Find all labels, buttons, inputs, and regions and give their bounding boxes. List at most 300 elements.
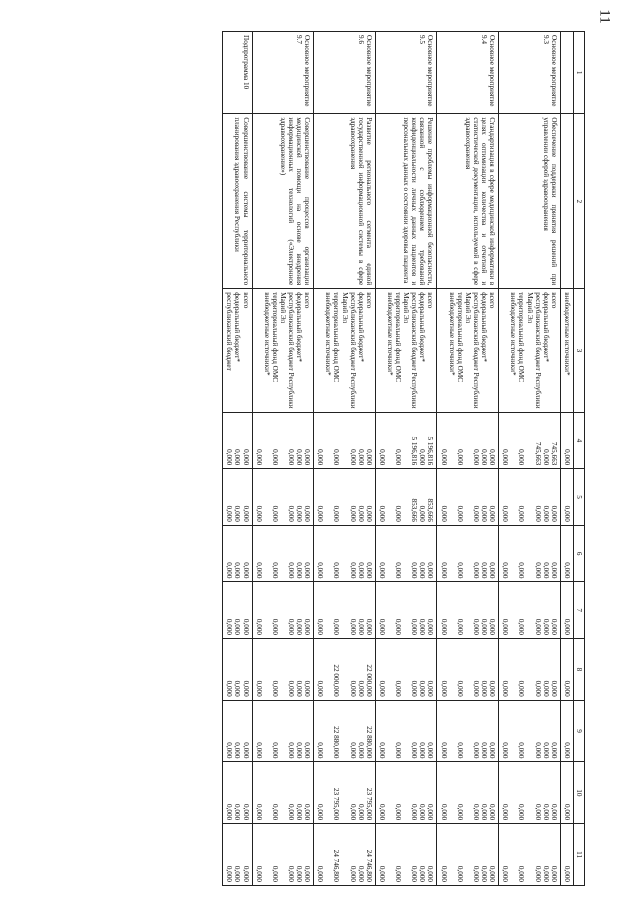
value: 0,000 — [394, 449, 403, 466]
column-header: 10 — [573, 762, 584, 824]
value: 0,000 — [316, 618, 325, 635]
source-label: республиканский бюджет Республики Марий Эл — [278, 292, 295, 409]
value: 0,000 — [287, 562, 295, 579]
value: 0,000 — [287, 449, 295, 466]
value: 0,000 — [316, 680, 325, 697]
value: 0,000 — [241, 449, 250, 466]
value-cell — [375, 412, 437, 469]
value: 0,000 — [295, 680, 304, 697]
value: 0,000 — [303, 804, 312, 821]
value: 0,000 — [517, 618, 526, 635]
value: 0,000 — [471, 562, 480, 579]
table-row — [437, 32, 499, 886]
row-description — [560, 114, 573, 289]
value: 0,000 — [377, 865, 386, 882]
value: 0,000 — [418, 804, 427, 821]
value: 0,000 — [488, 449, 497, 466]
value: 0,000 — [517, 505, 526, 522]
value-cell — [314, 639, 376, 701]
table-row — [560, 32, 573, 886]
value: 0,000 — [455, 562, 464, 579]
value: 0,000 — [471, 505, 480, 522]
value-cell — [223, 762, 252, 824]
value: 0,000 — [295, 505, 304, 522]
value: 0,000 — [377, 449, 386, 466]
value: 0,000 — [541, 618, 550, 635]
value: 745,663 — [533, 441, 542, 466]
value-cell — [375, 469, 437, 526]
value: 0,000 — [377, 680, 386, 697]
value: 0,000 — [254, 505, 263, 522]
value: 0,000 — [356, 742, 365, 759]
value: 0,000 — [316, 865, 325, 882]
value: 0,000 — [254, 865, 263, 882]
value-cell: 0,000 — [560, 469, 573, 526]
value: 0,000 — [533, 865, 542, 882]
value-cell: 0,000 — [560, 824, 573, 886]
value: 0,000 — [287, 618, 295, 635]
value: 0,000 — [303, 449, 312, 466]
value: 0,000 — [270, 618, 279, 635]
value: 0,000 — [439, 449, 448, 466]
source-label: республиканский бюджет Республики Марий Эл — [340, 292, 357, 409]
value: 0,000 — [549, 742, 558, 759]
row-description: Стандартизация в сфере медицинской информатики в целях оптимизации количества и отчетной и статистической документации, используемой в сфере здравоохранения — [437, 114, 499, 289]
value: 0,000 — [287, 505, 295, 522]
value: 0,000 — [332, 562, 341, 579]
value: 0,000 — [241, 562, 250, 579]
value: 0,000 — [480, 865, 489, 882]
row-description: Совершенствование системы территориального планирования здравоохранения Республики — [223, 114, 252, 289]
column-header: 3 — [573, 289, 584, 412]
value: 0,000 — [488, 865, 497, 882]
source-label: территориальный фонд ОМС — [394, 292, 403, 383]
value-cell — [252, 525, 314, 582]
value: 0,000 — [287, 804, 295, 821]
source-label: территориальный фонд ОМС — [332, 292, 341, 383]
value: 22 000,000 — [332, 664, 341, 697]
source-label: республиканский бюджет Республики Марий Эл — [402, 292, 419, 409]
table-row — [375, 32, 437, 886]
value: 0,000 — [480, 449, 489, 466]
source-label: внебюджетные источники* — [386, 292, 395, 376]
value: 0,000 — [480, 742, 489, 759]
value: 0,000 — [455, 618, 464, 635]
value: 0,000 — [348, 505, 357, 522]
value-cell — [314, 824, 376, 886]
value: 0,000 — [254, 680, 263, 697]
value: 0,000 — [488, 562, 497, 579]
value: 0,000 — [480, 618, 489, 635]
value: 0,000 — [295, 562, 304, 579]
value: 0,000 — [348, 742, 357, 759]
value-cell — [437, 639, 499, 701]
value-cell — [499, 639, 561, 701]
value-cell — [499, 582, 561, 639]
value: 0,000 — [439, 804, 448, 821]
value: 0,000 — [410, 680, 419, 697]
value-cell: 0,000 — [560, 412, 573, 469]
value: 0,000 — [356, 680, 365, 697]
source-label: республиканский бюджет Республики Марий Эл — [463, 292, 480, 409]
value: 0,000 — [303, 618, 312, 635]
value: 23 795,000 — [332, 787, 341, 821]
value: 0,000 — [348, 449, 357, 466]
value: 0,000 — [455, 680, 464, 697]
value-cell — [223, 824, 252, 886]
value: 0,000 — [270, 865, 279, 882]
value: 0,000 — [471, 804, 480, 821]
value-cell — [314, 412, 376, 469]
value: 0,000 — [287, 865, 295, 882]
value: 0,000 — [356, 505, 365, 522]
value: 0,000 — [549, 804, 558, 821]
value: 0,000 — [488, 804, 497, 821]
value-cell — [375, 639, 437, 701]
value: 0,000 — [303, 505, 312, 522]
value: 0,000 — [418, 865, 427, 882]
value: 0,000 — [549, 505, 558, 522]
value: 0,000 — [517, 804, 526, 821]
value: 0,000 — [364, 618, 373, 635]
value: 0,000 — [332, 449, 341, 466]
value: 24 746,800 — [364, 849, 373, 882]
value: 0,000 — [480, 562, 489, 579]
value: 853,666 — [410, 498, 419, 522]
value: 0,000 — [418, 505, 427, 522]
value: 0,000 — [426, 618, 435, 635]
value: 0,000 — [233, 742, 242, 759]
row-name — [560, 32, 573, 114]
value: 0,000 — [394, 562, 403, 579]
value-cell — [223, 582, 252, 639]
value: 0,000 — [426, 680, 435, 697]
value: 0,000 — [410, 618, 419, 635]
table-row — [252, 32, 314, 886]
value: 5 196,816 — [426, 436, 435, 466]
value: 0,000 — [377, 505, 386, 522]
value: 0,000 — [295, 804, 304, 821]
source-cell — [223, 289, 252, 412]
value: 0,000 — [471, 742, 480, 759]
value: 0,000 — [501, 865, 510, 882]
value: 0,000 — [418, 449, 427, 466]
value: 0,000 — [233, 562, 242, 579]
value: 0,000 — [287, 680, 295, 697]
value: 0,000 — [455, 865, 464, 882]
value: 0,000 — [233, 680, 242, 697]
value: 0,000 — [517, 449, 526, 466]
value: 0,000 — [549, 865, 558, 882]
value: 0,000 — [254, 562, 263, 579]
row-name: Основное мероприятие 9.7 — [252, 32, 314, 114]
value: 0,000 — [348, 562, 357, 579]
source-label: всего — [303, 292, 312, 309]
value: 0,000 — [225, 680, 234, 697]
row-name: Основное мероприятие 9.5 — [375, 32, 437, 114]
column-header: 2 — [573, 114, 584, 289]
value: 0,000 — [377, 562, 386, 579]
source-label: внебюджетные источники* — [262, 292, 271, 376]
value: 0,000 — [394, 742, 403, 759]
value: 0,000 — [488, 742, 497, 759]
value-cell: 0,000 — [560, 525, 573, 582]
value: 0,000 — [410, 804, 419, 821]
value: 0,000 — [241, 618, 250, 635]
source-cell — [437, 289, 499, 412]
value: 0,000 — [517, 680, 526, 697]
value: 0,000 — [225, 742, 234, 759]
value: 0,000 — [426, 865, 435, 882]
row-description: Обеспечение поддержки принятия решений при управлении сферой здравоохранения — [499, 114, 561, 289]
value-cell — [252, 412, 314, 469]
funding-table — [222, 31, 585, 886]
value: 0,000 — [295, 618, 304, 635]
value: 0,000 — [410, 865, 419, 882]
value: 0,000 — [418, 680, 427, 697]
value: 0,000 — [225, 449, 234, 466]
value-cell — [223, 525, 252, 582]
value: 22 880,000 — [332, 726, 341, 759]
value-cell — [499, 469, 561, 526]
value: 0,000 — [348, 680, 357, 697]
value: 0,000 — [533, 562, 542, 579]
value: 0,000 — [549, 562, 558, 579]
value: 0,000 — [533, 505, 542, 522]
value: 0,000 — [418, 618, 427, 635]
value: 0,000 — [316, 742, 325, 759]
value: 0,000 — [356, 804, 365, 821]
value: 0,000 — [533, 618, 542, 635]
value: 0,000 — [394, 865, 403, 882]
value: 0,000 — [541, 449, 550, 466]
header-row — [573, 32, 584, 886]
table-body — [223, 32, 574, 886]
value: 0,000 — [488, 680, 497, 697]
value-cell — [223, 639, 252, 701]
value-cell — [314, 582, 376, 639]
value-cell — [314, 700, 376, 762]
value: 0,000 — [225, 865, 234, 882]
source-label: федеральный бюджет* — [233, 292, 242, 362]
column-header: 7 — [573, 582, 584, 639]
row-name: Основное мероприятие 9.4 — [437, 32, 499, 114]
value: 0,000 — [233, 618, 242, 635]
value: 0,000 — [254, 742, 263, 759]
row-description: Совершенствование процессов организации медицинской помощи на основе внедрения информационных технологий («Электронное здравоохранение») — [252, 114, 314, 289]
source-label: всего — [549, 292, 558, 309]
value: 0,000 — [394, 804, 403, 821]
value-cell — [437, 824, 499, 886]
value: 0,000 — [439, 505, 448, 522]
value: 0,000 — [270, 449, 279, 466]
column-header: 11 — [573, 824, 584, 886]
value: 0,000 — [270, 804, 279, 821]
value-cell — [314, 469, 376, 526]
value: 0,000 — [356, 562, 365, 579]
value: 0,000 — [541, 562, 550, 579]
value: 0,000 — [501, 562, 510, 579]
value: 0,000 — [348, 618, 357, 635]
value-cell — [375, 700, 437, 762]
value-cell — [499, 762, 561, 824]
value: 0,000 — [410, 742, 419, 759]
value: 0,000 — [254, 804, 263, 821]
value: 0,000 — [480, 505, 489, 522]
value: 0,000 — [471, 865, 480, 882]
source-label: федеральный бюджет* — [418, 292, 427, 362]
value: 0,000 — [488, 618, 497, 635]
value-cell — [437, 469, 499, 526]
value-cell — [437, 700, 499, 762]
value: 0,000 — [356, 865, 365, 882]
value: 0,000 — [533, 804, 542, 821]
value: 0,000 — [377, 742, 386, 759]
source-label: всего — [241, 292, 250, 309]
column-header: 5 — [573, 469, 584, 526]
source-label: федеральный бюджет* — [356, 292, 365, 362]
column-header: 1 — [573, 32, 584, 114]
value: 0,000 — [254, 618, 263, 635]
column-header: 4 — [573, 412, 584, 469]
value: 0,000 — [541, 680, 550, 697]
value: 0,000 — [316, 449, 325, 466]
value: 0,000 — [332, 618, 341, 635]
value: 0,000 — [541, 505, 550, 522]
value: 0,000 — [439, 865, 448, 882]
value: 0,000 — [316, 804, 325, 821]
value: 0,000 — [394, 680, 403, 697]
value: 0,000 — [303, 562, 312, 579]
value: 0,000 — [270, 742, 279, 759]
value-cell — [223, 469, 252, 526]
value: 0,000 — [549, 618, 558, 635]
source-cell: внебюджетные источники* — [560, 289, 573, 412]
value: 0,000 — [270, 562, 279, 579]
value: 0,000 — [471, 618, 480, 635]
value: 0,000 — [316, 562, 325, 579]
value-cell — [252, 582, 314, 639]
value: 0,000 — [439, 680, 448, 697]
value: 0,000 — [501, 680, 510, 697]
value: 0,000 — [303, 742, 312, 759]
value-cell: 0,000 — [560, 639, 573, 701]
value: 0,000 — [225, 804, 234, 821]
value: 0,000 — [488, 505, 497, 522]
value: 0,000 — [295, 742, 304, 759]
source-label: территориальный фонд ОМС — [455, 292, 464, 383]
value: 0,000 — [541, 865, 550, 882]
source-label: внебюджетные источники* — [447, 292, 456, 376]
value: 0,000 — [517, 742, 526, 759]
value-cell — [252, 700, 314, 762]
value-cell — [437, 762, 499, 824]
source-label: территориальный фонд ОМС — [517, 292, 526, 383]
value: 0,000 — [549, 680, 558, 697]
column-header: 6 — [573, 525, 584, 582]
value-cell — [499, 824, 561, 886]
value: 0,000 — [233, 505, 242, 522]
value: 0,000 — [241, 742, 250, 759]
value: 0,000 — [501, 505, 510, 522]
value: 0,000 — [455, 505, 464, 522]
value: 0,000 — [439, 742, 448, 759]
value: 0,000 — [377, 618, 386, 635]
value: 0,000 — [270, 505, 279, 522]
value: 0,000 — [439, 618, 448, 635]
value-cell — [437, 525, 499, 582]
value: 23 795,000 — [364, 787, 373, 821]
value: 0,000 — [394, 505, 403, 522]
value: 0,000 — [356, 618, 365, 635]
value: 0,000 — [501, 742, 510, 759]
value: 0,000 — [241, 804, 250, 821]
value-cell — [314, 762, 376, 824]
value-cell — [437, 412, 499, 469]
value-cell — [499, 525, 561, 582]
column-header: 9 — [573, 700, 584, 762]
value: 0,000 — [455, 742, 464, 759]
value: 0,000 — [426, 562, 435, 579]
value: 0,000 — [471, 680, 480, 697]
table-row — [499, 32, 561, 886]
value: 0,000 — [233, 865, 242, 882]
value: 0,000 — [295, 865, 304, 882]
value: 0,000 — [225, 505, 234, 522]
value: 0,000 — [501, 449, 510, 466]
value: 0,000 — [270, 680, 279, 697]
value: 0,000 — [418, 742, 427, 759]
value: 0,000 — [501, 804, 510, 821]
value: 0,000 — [364, 505, 373, 522]
value: 0,000 — [287, 742, 295, 759]
value: 0,000 — [377, 804, 386, 821]
value: 0,000 — [533, 742, 542, 759]
source-label: внебюджетные источники* — [509, 292, 518, 376]
value-cell — [375, 824, 437, 886]
value-cell — [223, 412, 252, 469]
value: 22 880,000 — [364, 726, 373, 759]
row-description: Решение проблемы информационной безопасности, связанной с соблюдением требований конфиденциальности личных данных пациентов и персональных данных о состоянии здоровья пациента — [375, 114, 437, 289]
value-cell — [314, 525, 376, 582]
page-number: 11 — [596, 9, 613, 24]
value: 0,000 — [426, 804, 435, 821]
value-cell — [499, 412, 561, 469]
value-cell — [499, 700, 561, 762]
source-cell — [499, 289, 561, 412]
value: 0,000 — [418, 562, 427, 579]
rotated-page — [45, 31, 585, 886]
source-label: всего — [364, 292, 373, 309]
value: 0,000 — [517, 865, 526, 882]
value-cell — [375, 762, 437, 824]
source-label: внебюджетные источники* — [324, 292, 333, 376]
value: 0,000 — [455, 804, 464, 821]
value-cell — [252, 639, 314, 701]
row-name: Подпрограмма 10 — [223, 32, 252, 114]
value: 0,000 — [254, 449, 263, 466]
value: 0,000 — [501, 618, 510, 635]
source-cell — [252, 289, 314, 412]
value: 24 746,800 — [332, 849, 341, 882]
source-label: федеральный бюджет* — [480, 292, 489, 362]
value: 0,000 — [533, 680, 542, 697]
value-cell: 0,000 — [560, 700, 573, 762]
source-cell — [375, 289, 437, 412]
value: 0,000 — [364, 562, 373, 579]
row-description: Развитие регионального сегмента единой государственной информационной системы в сфере здравоохранения — [314, 114, 376, 289]
value: 0,000 — [394, 618, 403, 635]
